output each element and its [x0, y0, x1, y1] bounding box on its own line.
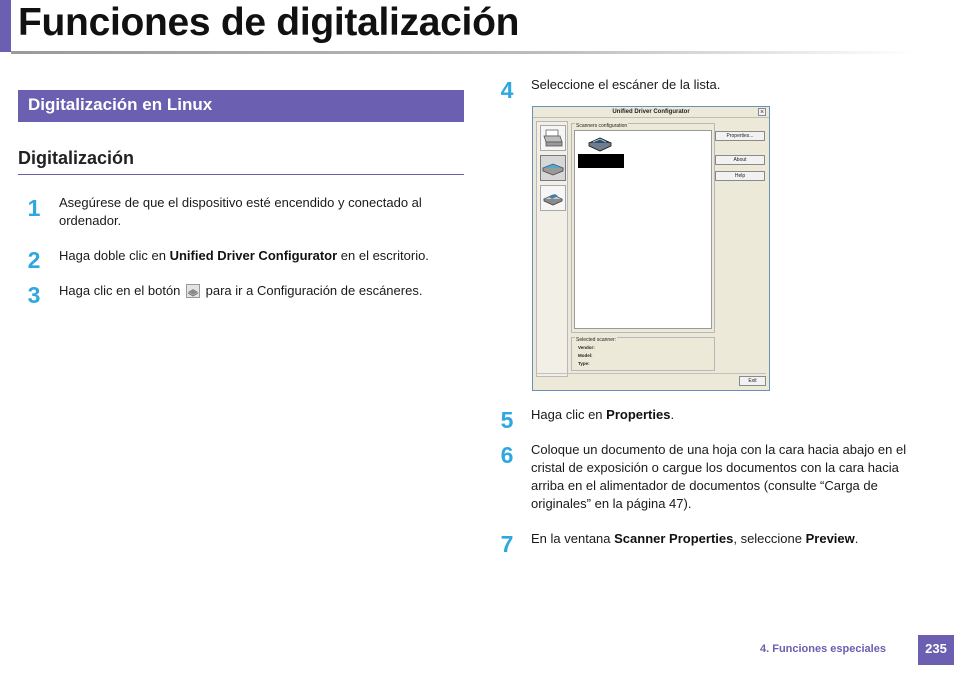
- step-number-1: 1: [27, 195, 41, 221]
- vendor-label: Vendor:: [578, 345, 595, 350]
- step-7-bold-2: Preview: [805, 531, 855, 546]
- step-number-6: 6: [500, 442, 514, 468]
- step-text-1: Asegúrese de que el dispositivo esté encendido y conectado al ordenador.: [59, 195, 422, 228]
- step-number-5: 5: [500, 407, 514, 433]
- dialog-titlebar: [533, 107, 769, 118]
- header-accent-bar: [0, 0, 11, 52]
- help-button[interactable]: Help: [715, 171, 765, 181]
- subsection-heading: Digitalización: [18, 148, 135, 168]
- step-7-mid: , seleccione: [733, 531, 806, 546]
- scanners-configuration-group: [571, 123, 715, 333]
- selected-scanner-group: [571, 337, 715, 371]
- step-text-5: [531, 406, 931, 424]
- step-3-post: para ir a Configuración de escáneres.: [202, 283, 423, 298]
- printer-config-button[interactable]: [540, 125, 566, 151]
- subsection-divider: [18, 174, 464, 175]
- scanner-config-icon: [186, 284, 200, 298]
- close-icon[interactable]: ×: [759, 109, 765, 116]
- dialog-sidebar: [536, 121, 568, 377]
- title-divider: [11, 51, 916, 54]
- type-label: Type:: [578, 361, 590, 366]
- step-number-4: 4: [500, 77, 514, 103]
- step-text-2: [59, 247, 459, 265]
- dialog-title: Unified Driver Configurator: [612, 109, 690, 115]
- step-5-post: .: [670, 407, 675, 422]
- step-2-pre: Haga doble clic en: [59, 248, 170, 263]
- scanners-configuration-label: Scanners configuration: [576, 123, 628, 129]
- scanner-config-button[interactable]: [540, 155, 566, 181]
- step-5-bold: Properties: [606, 407, 671, 422]
- selected-scanner-label: Selected scanner:: [576, 337, 617, 343]
- list-scanner-icon: [587, 135, 613, 153]
- step-2-post: en el escritorio.: [337, 248, 429, 263]
- unified-driver-configurator-dialog: [532, 106, 770, 391]
- port-icon: [541, 186, 565, 210]
- scanner-icon: [541, 156, 565, 180]
- footer-chapter-label: 4. Funciones especiales: [760, 643, 886, 655]
- properties-button[interactable]: Properties...: [715, 131, 765, 141]
- model-label: Model:: [578, 353, 593, 358]
- step-2-bold: Unified Driver Configurator: [169, 248, 338, 263]
- section-heading: Digitalización en Linux: [18, 90, 464, 122]
- scanner-list[interactable]: [574, 130, 712, 329]
- about-button[interactable]: About: [715, 155, 765, 165]
- page-title: Funciones de digitalización: [18, 1, 520, 44]
- step-text-3: [59, 282, 459, 300]
- step-number-2: 2: [27, 247, 41, 273]
- port-config-button[interactable]: [540, 185, 566, 211]
- step-text-6: Coloque un documento de una hoja con la cara hacia abajo en el cristal de exposición o cargue los documentos con la cara hacia arriba en el alimentador de documentos (consulte “Carga de originales” en la página 47).: [531, 442, 907, 511]
- page-number: 235: [918, 635, 954, 665]
- step-number-7: 7: [500, 531, 514, 557]
- step-text-7: [531, 530, 931, 548]
- selected-scanner-entry[interactable]: [578, 154, 624, 168]
- dialog-bottom-divider: [536, 373, 766, 374]
- step-7-post: .: [854, 531, 859, 546]
- step-7-bold: Scanner Properties: [614, 531, 734, 546]
- exit-button[interactable]: Exit: [739, 376, 766, 386]
- step-number-3: 3: [27, 282, 41, 308]
- step-3-pre: Haga clic en el botón: [59, 283, 185, 298]
- step-7-pre: En la ventana: [531, 531, 615, 546]
- printer-icon: [541, 126, 565, 150]
- step-text-4: Seleccione el escáner de la lista.: [531, 77, 721, 92]
- step-5-pre: Haga clic en: [531, 407, 607, 422]
